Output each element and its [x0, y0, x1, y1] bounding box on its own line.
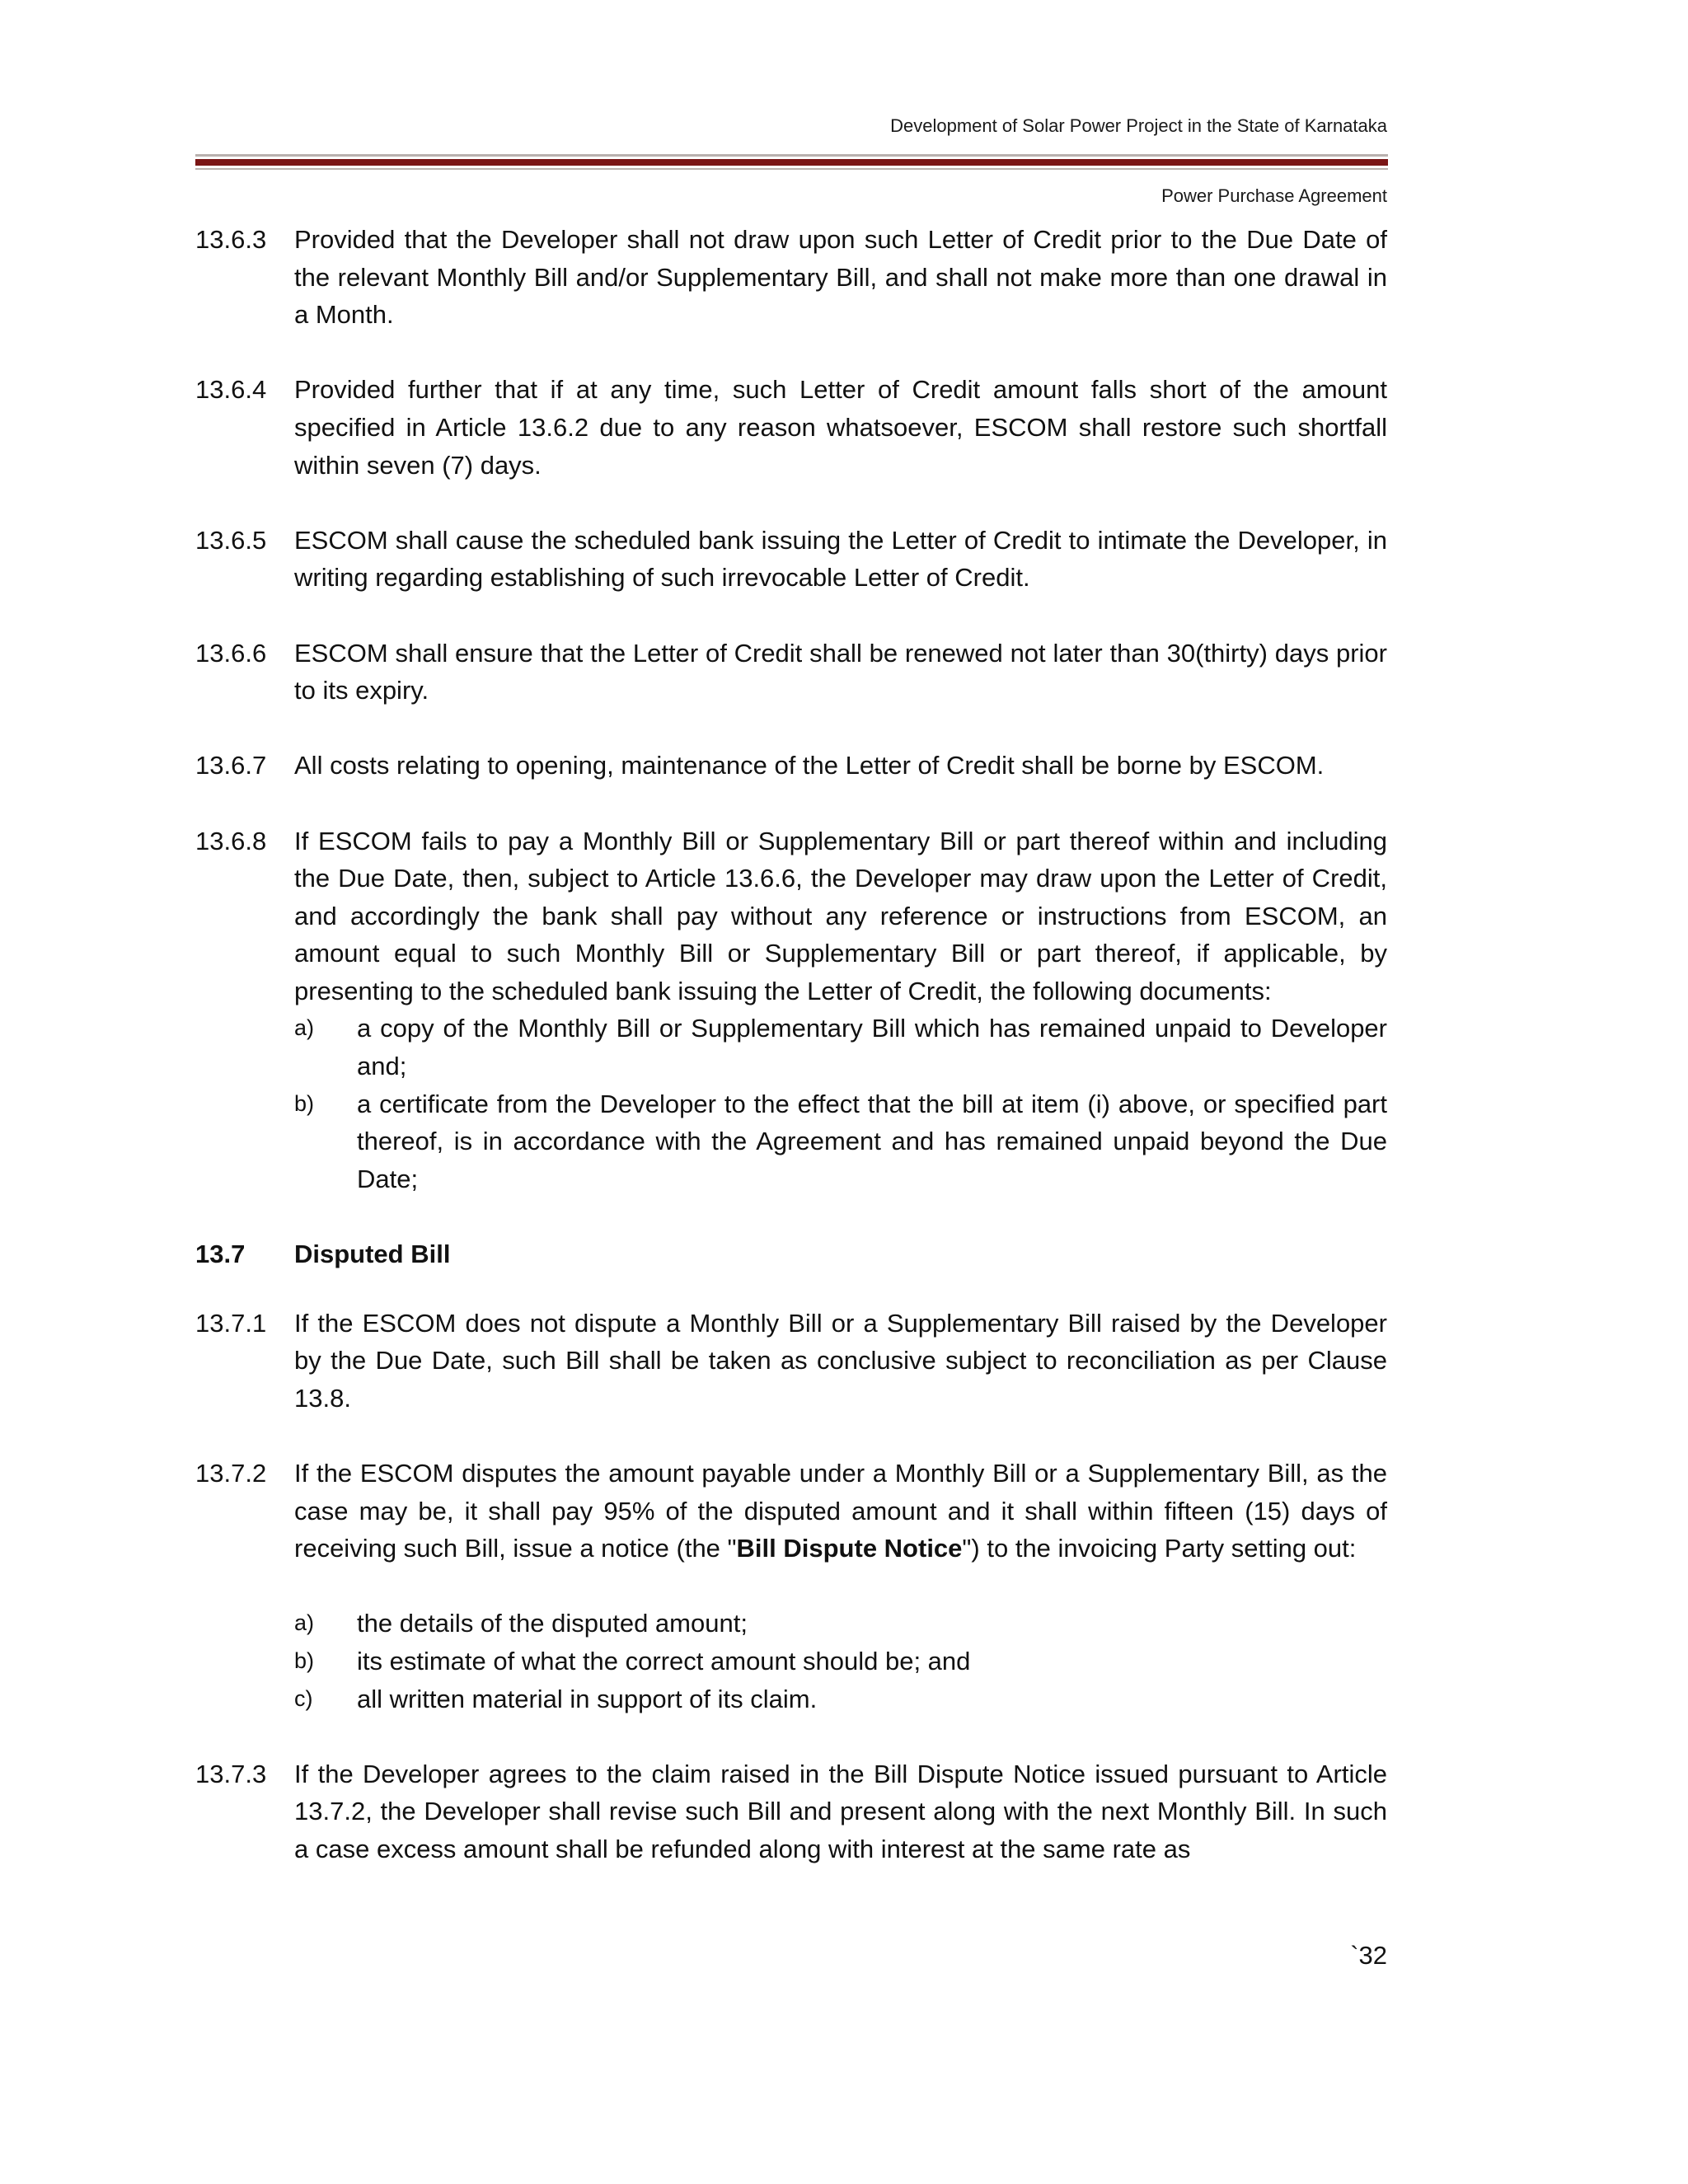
clause-13-6-6 — [195, 635, 1387, 710]
list-item-label: a) — [294, 1015, 315, 1041]
section-heading-13-7 — [195, 1235, 1387, 1273]
clause-number: 13.6.7 — [195, 751, 267, 780]
list-item — [294, 1643, 1387, 1680]
list-item-text: a certificate from the Developer to the effect that the bill at item (i) above, or specified part thereof, is in accordance with the Agreement and has remained unpaid beyond the Due Date; — [357, 1089, 1387, 1193]
clause-number: 13.6.5 — [195, 525, 267, 555]
clause-13-6-7 — [195, 747, 1387, 785]
list-item-text: the details of the disputed amount; — [357, 1609, 748, 1638]
list-item — [294, 1680, 1387, 1718]
clause-number: 13.6.3 — [195, 225, 267, 254]
sub-item-list — [294, 1010, 1387, 1197]
clause-text: Provided further that if at any time, such Letter of Credit amount falls short of the amount specified in Article 13.6.2 due to any reason whatsoever, ESCOM shall restore such shortfall within seven (7) days. — [294, 375, 1387, 480]
clause-number: 13.7.1 — [195, 1308, 267, 1338]
clause-13-6-8 — [195, 823, 1387, 1198]
header-rule-thick — [195, 159, 1388, 166]
list-item-label: b) — [294, 1090, 315, 1116]
clause-body — [294, 823, 1387, 1198]
clause-text-before: If the ESCOM disputes the amount payable under a Monthly Bill or a Supplementary Bill, as the case may be, it shall pay 95% of the disputed amount and it shall within fifteen (15) days of receiving such Bill, issue a notice (the " — [294, 1459, 1387, 1563]
blank-line — [294, 1568, 1387, 1605]
header-rule-thin-top — [195, 154, 1388, 157]
clause-13-6-4 — [195, 371, 1387, 484]
section-number: 13.7 — [195, 1240, 246, 1269]
clause-text — [294, 1455, 1387, 1568]
clause-13-7-2 — [195, 1455, 1387, 1718]
clause-text: If ESCOM fails to pay a Monthly Bill or Supplementary Bill or part thereof within and including the Due Date, then, subject to Article 13.6.6, the Developer may draw upon the Letter of Credit, and accordingly the bank shall pay without any reference or instructions from ESCOM, an amount equal to such Monthly Bill or Supplementary Bill or part thereof, if applicable, by presenting to the scheduled bank issuing the Letter of Credit, the following documents: — [294, 826, 1387, 1005]
list-item — [294, 1010, 1387, 1085]
clause-number: 13.6.8 — [195, 826, 267, 855]
list-item-text: a copy of the Monthly Bill or Supplementary Bill which has remained unpaid to Developer and; — [357, 1014, 1387, 1081]
header-title: Development of Solar Power Project in the State of Karnataka — [890, 115, 1387, 136]
section-title: Disputed Bill — [294, 1240, 451, 1269]
clause-text: Provided that the Developer shall not draw upon such Letter of Credit prior to the Due Date of the relevant Monthly Bill and/or Supplementary Bill, and shall not make more than one drawal in a Month. — [294, 225, 1387, 330]
list-item-label: a) — [294, 1610, 315, 1636]
header-subtitle: Power Purchase Agreement — [1161, 185, 1387, 206]
defined-term: Bill Dispute Notice — [736, 1534, 963, 1563]
list-item — [294, 1085, 1387, 1198]
clause-13-6-5 — [195, 522, 1387, 597]
list-item-label: c) — [294, 1685, 313, 1711]
list-item-label: b) — [294, 1647, 315, 1673]
clause-text: ESCOM shall cause the scheduled bank issuing the Letter of Credit to intimate the Developer, in writing regarding establishing of such irrevocable Letter of Credit. — [294, 525, 1387, 593]
clause-body — [294, 1455, 1387, 1718]
clause-number: 13.7.2 — [195, 1459, 267, 1488]
list-item — [294, 1605, 1387, 1643]
document-body — [195, 221, 1387, 1905]
clause-number: 13.6.4 — [195, 375, 267, 405]
clause-text-after: ") to the invoicing Party setting out: — [962, 1534, 1357, 1563]
clause-number: 13.6.6 — [195, 638, 267, 668]
list-item-text: all written material in support of its claim. — [357, 1684, 818, 1713]
clause-13-6-3 — [195, 221, 1387, 334]
clause-text: If the ESCOM does not dispute a Monthly Bill or a Supplementary Bill raised by the Developer by the Due Date, such Bill shall be taken as conclusive subject to reconciliation as per Clause 13.8. — [294, 1308, 1387, 1413]
clause-number: 13.7.3 — [195, 1759, 267, 1788]
clause-text: All costs relating to opening, maintenance of the Letter of Credit shall be borne by ESCOM. — [294, 751, 1325, 780]
clause-13-7-3 — [195, 1755, 1387, 1868]
sub-item-list — [294, 1605, 1387, 1718]
clause-text: ESCOM shall ensure that the Letter of Credit shall be renewed not later than 30(thirty) days prior to its expiry. — [294, 638, 1387, 705]
header-rule-thin-bottom — [195, 168, 1388, 170]
page-number: `32 — [1350, 1941, 1387, 1970]
clause-13-7-1 — [195, 1305, 1387, 1418]
clause-text: If the Developer agrees to the claim raised in the Bill Dispute Notice issued pursuant to Article 13.7.2, the Developer shall revise such Bill and present along with the next Monthly Bill. In such a case excess amount shall be refunded along with interest at the same rate as — [294, 1759, 1387, 1863]
list-item-text: its estimate of what the correct amount should be; and — [357, 1646, 971, 1675]
